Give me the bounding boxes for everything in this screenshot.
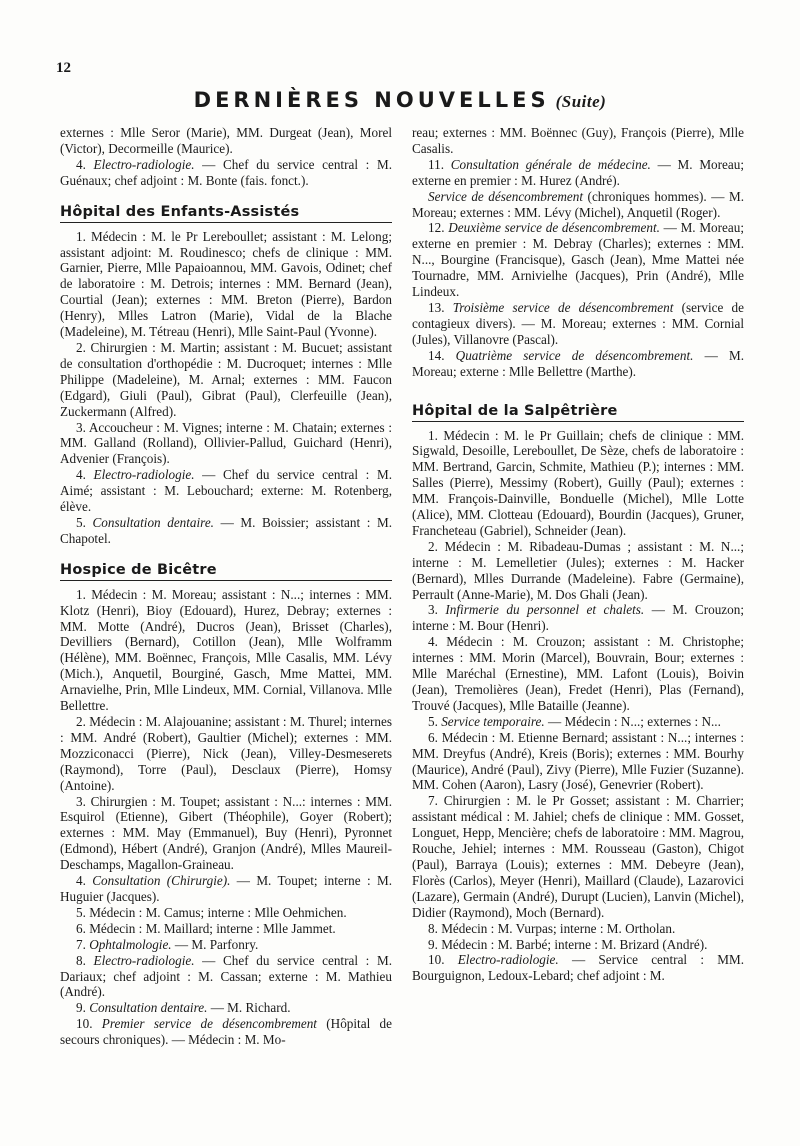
paragraph: 6. Médecin : M. Maillard; interne : Mlle Jammet.	[76, 920, 336, 936]
page-number: 12	[56, 60, 71, 76]
paragraph: 14. Quatrième service de désencombrement. — M. Moreau; externe : Mlle Bellettre (Marthe).	[412, 347, 744, 379]
paragraph: 3. Infirmerie du personnel et chalets. — M. Crouzon; interne : M. Bour (Henri).	[412, 602, 744, 634]
paragraph: 3. Chirurgien : M. Toupet; assistant : N...: internes : MM. Esquirol (Etienne), Gibert (Théophile), Goyer (Robert); externes : MM. May (Emmanuel), Buy (Henri), Pyronnet (Edmond), Hébert (André), Granjon (André), Mlles Maureil-Deschamps, Magallon-Graineau.	[60, 793, 392, 873]
heading-title: DERNIÈRES NOUVELLES	[193, 88, 550, 112]
paragraph: 1. Médecin : M. le Pr Guillain; chefs de clinique : MM. Sigwald, Desoille, Lereboullet, De Sèze, chefs de laboratoire : MM. Bertrand, Garcin, Schmite, Mathieu (P.); internes : MM. Salles (Pierre), Messimy (Robert), Guilly (Paul); externes : MM. François-Dainville, Bonduelle (Michel), Mlle Lotte (Alice), MM. Clotteau (Edouard), Bourdin (Jacques), Gruner, Francheteau (Gabriel), Schneider (Jean).	[412, 427, 744, 538]
paragraph: 1. Médecin : M. Moreau; assistant : N...; internes : MM. Klotz (Henri), Bioy (Edouard), Hurez, Debray; externes : MM. Motte (André), Ducros (Jean), Brisset (Charles), Devilliers (Bernard), Cotillon (Jean), Mlle Wolframm (Hélène), MM. Boënnec, François, Mlle Casalis, MM. Lévy (Mich.), Anquetil, Bourginé, Gasch, Mme Mattei, MM. Arnavielhe, Prin, Mlle Lindeux, MM. Cornial, Villanova. Mlle Bellettre.	[60, 586, 392, 714]
paragraph: 10. Electro-radiologie. — Service central : MM. Bourguignon, Ledoux-Lebard; chef adjoint : M.	[412, 952, 744, 984]
left-column	[60, 125, 392, 1048]
paragraph: 9. Médecin : M. Barbé; interne : M. Brizard (André).	[428, 936, 708, 952]
paragraph: 2. Médecin : M. Ribadeau-Dumas ; assistant : M. N...; interne : M. Lemelletier (Jules); externes : M. Hacker (Bernard), Mlles Durrande (Madeleine). Fabre (Germaine), Perrault (Anne-Marie), M. Dos Ghali (Jean).	[412, 538, 744, 602]
paragraph: 4. Electro-radiologie. — Chef du service central : M. Aimé; assistant : M. Lebouchard; externe: M. Rotenberg, élève.	[60, 467, 392, 515]
paragraph: 3. Accoucheur : M. Vignes; interne : M. Chatain; externes : MM. Galland (Rolland), Ollivier-Pallud, Guichard (Henri), Advenier (François).	[60, 419, 392, 467]
paragraph: 5. Médecin : M. Camus; interne : Mlle Oehmichen.	[76, 904, 347, 920]
paragraph: 13. Troisième service de désencombrement (service de contagieux divers). — M. Moreau; externes : MM. Cornial (Jules), Villanovre (Pascal).	[412, 299, 744, 347]
paragraph: 8. Electro-radiologie. — Chef du service central : M. Dariaux; chef adjoint : M. Cassan; externe : M. Mathieu (André).	[60, 952, 392, 1000]
paragraph: 7. Ophtalmologie. — M. Parfonry.	[76, 936, 259, 952]
paragraph: 10. Premier service de désencombrement (Hôpital de secours chroniques). — Médecin : M. Mo-	[60, 1016, 392, 1048]
section-heading-salpetriere: Hôpital de la Salpêtrière	[412, 402, 744, 422]
paragraph: externes : Mlle Seror (Marie), MM. Durgeat (Jean), Morel (Victor), Decormeille (Maurice).	[60, 125, 392, 156]
paragraph: 7. Chirurgien : M. le Pr Gosset; assistant : M. Charrier; assistant médical : M. Jahiel; chefs de clinique : MM. Gosset, Longuet, Hepp, Mencière; chefs de laboratoire : MM. Magrou, Rouche, Jehiel; internes : MM. Rousseau (Gaston), Chigot (Paul), Barraya (Louis); externes : MM. Debeyre (Jean), Florès (Carlos), Meyer (Henri), Maillard (Claude), Lazarovici (Lazare), Germain (André), Durupt (Lucien), Lanvin (Michel), Didier (Raymond), Moch (Bernard).	[412, 793, 744, 920]
paragraph: 2. Chirurgien : M. Martin; assistant : M. Bucuet; assistant de consultation d'orthopédie : M. Ducroquet; internes : Mlle Philippe (Madeleine), M. Arnal; externes : MM. Faucon (Edgard), Giuli (Paul), Gibrat (Paul), Clerfeuille (Jean), Zuckermann (Alfred).	[60, 339, 392, 419]
paragraph: 8. Médecin : M. Vurpas; interne : M. Ortholan.	[428, 920, 676, 936]
paragraph: 4. Consultation (Chirurgie). — M. Toupet; interne : M. Huguier (Jacques).	[60, 873, 393, 904]
section-heading-bicetre: Hospice de Bicêtre	[60, 561, 392, 581]
paragraph: 1. Médecin : M. le Pr Lereboullet; assistant : M. Lelong; assistant adjoint: M. Roudinesco; chefs de clinique : MM. Garnier, Pierre, Mlle Papaioannou, MM. Gavois, Odinet; chef de laboratoire : M. Detrois; internes : MM. Bernard (Jean), Courtial (Jean); externes : MM. Breton (Pierre), Bardon (Henry), Mlles Latron (Marie), Vidal de la Blache (Madeleine), M. Tétreau (Henri), Mlle Saint-Paul (Yvonne).	[60, 228, 392, 340]
right-column	[412, 125, 744, 984]
paragraph: 5. Service temporaire. — Médecin : N...; externes : N...	[428, 713, 721, 729]
paragraph: 4. Electro-radiologie. — Chef du service central : M. Guénaux; chef adjoint : M. Bonte (fais. fonct.).	[60, 156, 392, 188]
paragraph: 5. Consultation dentaire. — M. Boissier; assistant : M. Chapotel.	[60, 514, 392, 546]
paragraph: 9. Consultation dentaire. — M. Richard.	[76, 1000, 291, 1016]
paragraph: 4. Médecin : M. Crouzon; assistant : M. Christophe; internes : MM. Morin (Marcel), Bouvrain, Bour; externes : Mlle Maréchal (Ernestine), MM. Lafont (Louis), Boivin (Jean), Tremolières (Jean), Fredet (Henri), Plas (Fernand), Trouvé (Jacques), Mlle Bataille (Jeanne).	[412, 634, 744, 713]
paragraph: 6. Médecin : M. Etienne Bernard; assistant : N...; internes : MM. Dreyfus (André), Kreis (Boris); externes : MM. Bourhy (Maurice), André (Paul), Zivy (Pierre), Mlle Fuzier (Suzanne). MM. Cohen (Aaron), Lasry (José), Genevrier (Robert).	[412, 729, 744, 793]
section-heading-enfants-assistes: Hôpital des Enfants-Assistés	[60, 203, 392, 223]
paragraph: 2. Médecin : M. Alajouanine; assistant : M. Thurel; internes : MM. André (Robert), Gaultier (Michel); externes : MM. Mozziconacci (Pierre), Nick (Jean), Villey-Desmeserets (Raymond), Torre (Paul), Desclaux (Pierre), Homsy (Antoine).	[60, 714, 392, 793]
paragraph: reau; externes : MM. Boënnec (Guy), François (Pierre), Mlle Casalis.	[412, 125, 744, 156]
heading-subtitle: (Suite)	[555, 92, 607, 111]
paragraph: 11. Consultation générale de médecine. — M. Moreau; externe en premier : M. Hurez (André).	[412, 156, 745, 188]
paragraph: Service de désencombrement (chroniques hommes). — M. Moreau; externes : MM. Lévy (Michel), Anquetil (Roger).	[412, 188, 744, 220]
paragraph: 12. Deuxième service de désencombrement. — M. Moreau; externe en premier : M. Debray (Charles); externes : MM. N..., Bourgine (Francisque), Gasch (Jean), Mme Mattei née Tournadre, MM. Arnivielhe (Jacques), Prin (André), Mlle Lindeux.	[412, 220, 745, 300]
page-heading	[0, 88, 800, 112]
